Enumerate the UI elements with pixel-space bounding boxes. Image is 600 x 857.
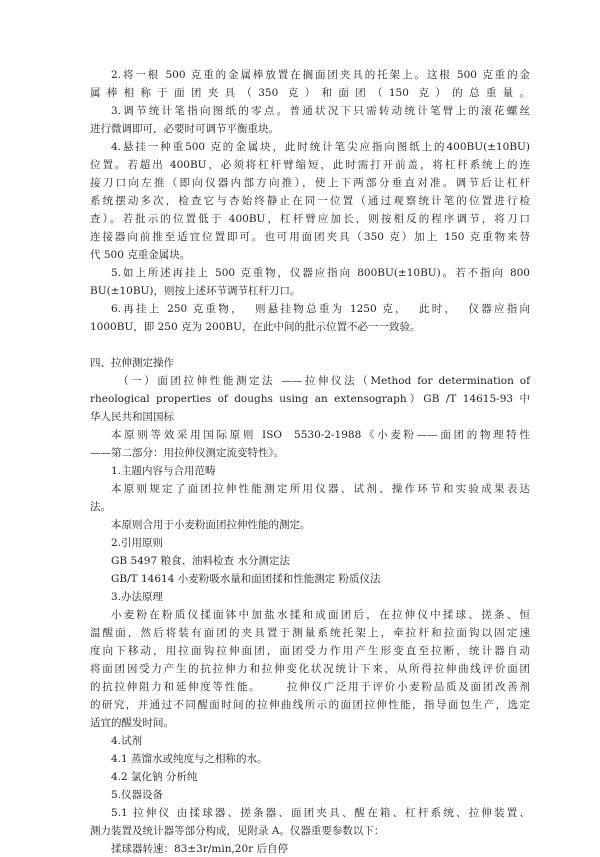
subsection-heading: 1.主题内容与合用范畴 [111, 465, 216, 477]
reference-line: GB/T 14614 小麦粉吸水量和面团揉和性能测定 粉质仪法 [111, 573, 381, 585]
subsection-heading: 3.办法原理 [111, 591, 164, 603]
text-line: 1000BU，即 250 克为 200BU，在此中间的批示位置不必一一致验。 [90, 321, 421, 333]
subsection-heading: 4.试剂 [111, 735, 143, 747]
text-line: 的抗拉伸阻力和延伸度等性能。 拉伸仪广泛用于评价小麦粉品质及面团改善剂 [90, 681, 530, 693]
text-line: 本原则合用于小麦粉面团拉伸性能的测定。 [111, 519, 311, 531]
text-line: 3.调节统计笔指向图纸的零点。普通状况下只需转动统计笔臂上的滚花螺丝 [111, 105, 530, 117]
text-line: 4.2 氯化钠 分析纯 [111, 771, 198, 783]
text-line: 5.1 拉伸仪 由揉球器、搓条器、面团夹具、醒在箱、杠杆系统、拉伸装置、 [111, 807, 530, 819]
text-line: 适宜的醒发时间。 [90, 717, 174, 729]
text-line: 的研究，并通过不同醒面时间的拉伸曲线所示的面团拉伸性能，指导面包生产，选定 [90, 699, 530, 711]
text-line: 法。 [90, 501, 111, 513]
text-line: 连接器向前推至适宜位置即可。也可用面团夹具（350 克）加上 150 克重物来替 [90, 231, 530, 243]
text-line: 系统摆动多次，检查它与杏始终静止在同一位置（通过观察统计笔的位置进行检 [90, 195, 530, 207]
text-line: 华人民共和国国标 [90, 411, 174, 423]
text-line: 度向下移动，用拉面钩拉伸面团，面团受力作用产生形变直至拉断，统计器自动 [90, 645, 530, 657]
reference-line: GB 5497 粮食、油料检查 水分测定法 [111, 555, 290, 567]
text-line: 6.再挂上 250 克重物， 则悬挂物总重为 1250 克， 此时， 仪器应指向 [111, 303, 530, 315]
text-line: 代 500 克重金属块。 [90, 249, 191, 261]
text-line: 接刀口向左推（即向仪器内部方向推），使上下两部分垂直对准。调节后让杠杆 [90, 177, 530, 189]
text-line: 属棒相称于面团夹具（350 克）和面团（150 克）的总重量。 [90, 87, 530, 99]
text-line: 温醒面，然后将装有面团的夹具置于测量系统托架上，牵拉杆和拉面钩以固定速 [90, 627, 530, 639]
text-line: 4.悬挂一种重500 克的金属块，此时统计笔尖应指向图纸上的400BU(±10BU) [111, 141, 530, 153]
text-line: 进行微调即可，必要时可调节平衡重块。 [90, 123, 279, 135]
text-line: 小麦粉在粉质仪揉面钵中加盐水揉和成面团后，在拉伸仪中揉球、搓条、恒 [111, 609, 530, 621]
text-line: 4.1 蒸馏水或纯度与之相称的水。 [111, 753, 268, 765]
text-line: 测力装置及统计器等部分构成，见附录 A。仪器重要参数以下： [90, 825, 385, 837]
text-line: BU(±10BU)，则按上述环节调节杠杆刀口。 [90, 285, 301, 297]
text-line: 揉球器转速：83±3r/min,20r 后自停 [111, 843, 289, 855]
text-line: （一）面团拉伸性能测定法 ——拉伸仪法（Method for determination of [118, 375, 530, 387]
subsection-heading: 5.仪器设备 [111, 789, 164, 801]
section-heading: 四、拉伸测定操作 [90, 357, 174, 369]
subsection-heading: 2.引用原则 [111, 537, 164, 549]
text-line: ——第二部分：用拉伸仪测定流变特性》。 [90, 447, 285, 459]
text-line: 位置。若超出 400BU，必须将杠杆臂缩短，此时需打开前盖，将杠杆系统上的连 [90, 159, 530, 171]
text-line: rheological properties of doughs using an extensograph）GB /T 14615-93 中 [90, 393, 530, 405]
text-line: 本原则等效采用国际原则 ISO 5530-2-1988《小麦粉——面团的物理特性 [111, 429, 530, 441]
text-line: 2.将一根 500 克重的金属棒放置在搁面团夹具的托架上。这根 500 克重的金 [111, 69, 530, 81]
text-line: 本原则规定了面团拉伸性能测定所用仪器、试剂、操作环节和实验成果表达 [111, 483, 530, 495]
text-line: 5.如上所述再挂上 500 克重物，仪器应指向 800BU(±10BU)。若不指向 800 [111, 267, 530, 279]
text-line: 查）。若批示的位置低于 400BU，杠杆臂应加长，则按相反的程序调节，将刀口 [90, 213, 530, 225]
text-line: 将面团因受力产生的抗拉伸力和拉伸变化状况统计下来，从所得拉伸曲线评价面团 [90, 663, 530, 675]
